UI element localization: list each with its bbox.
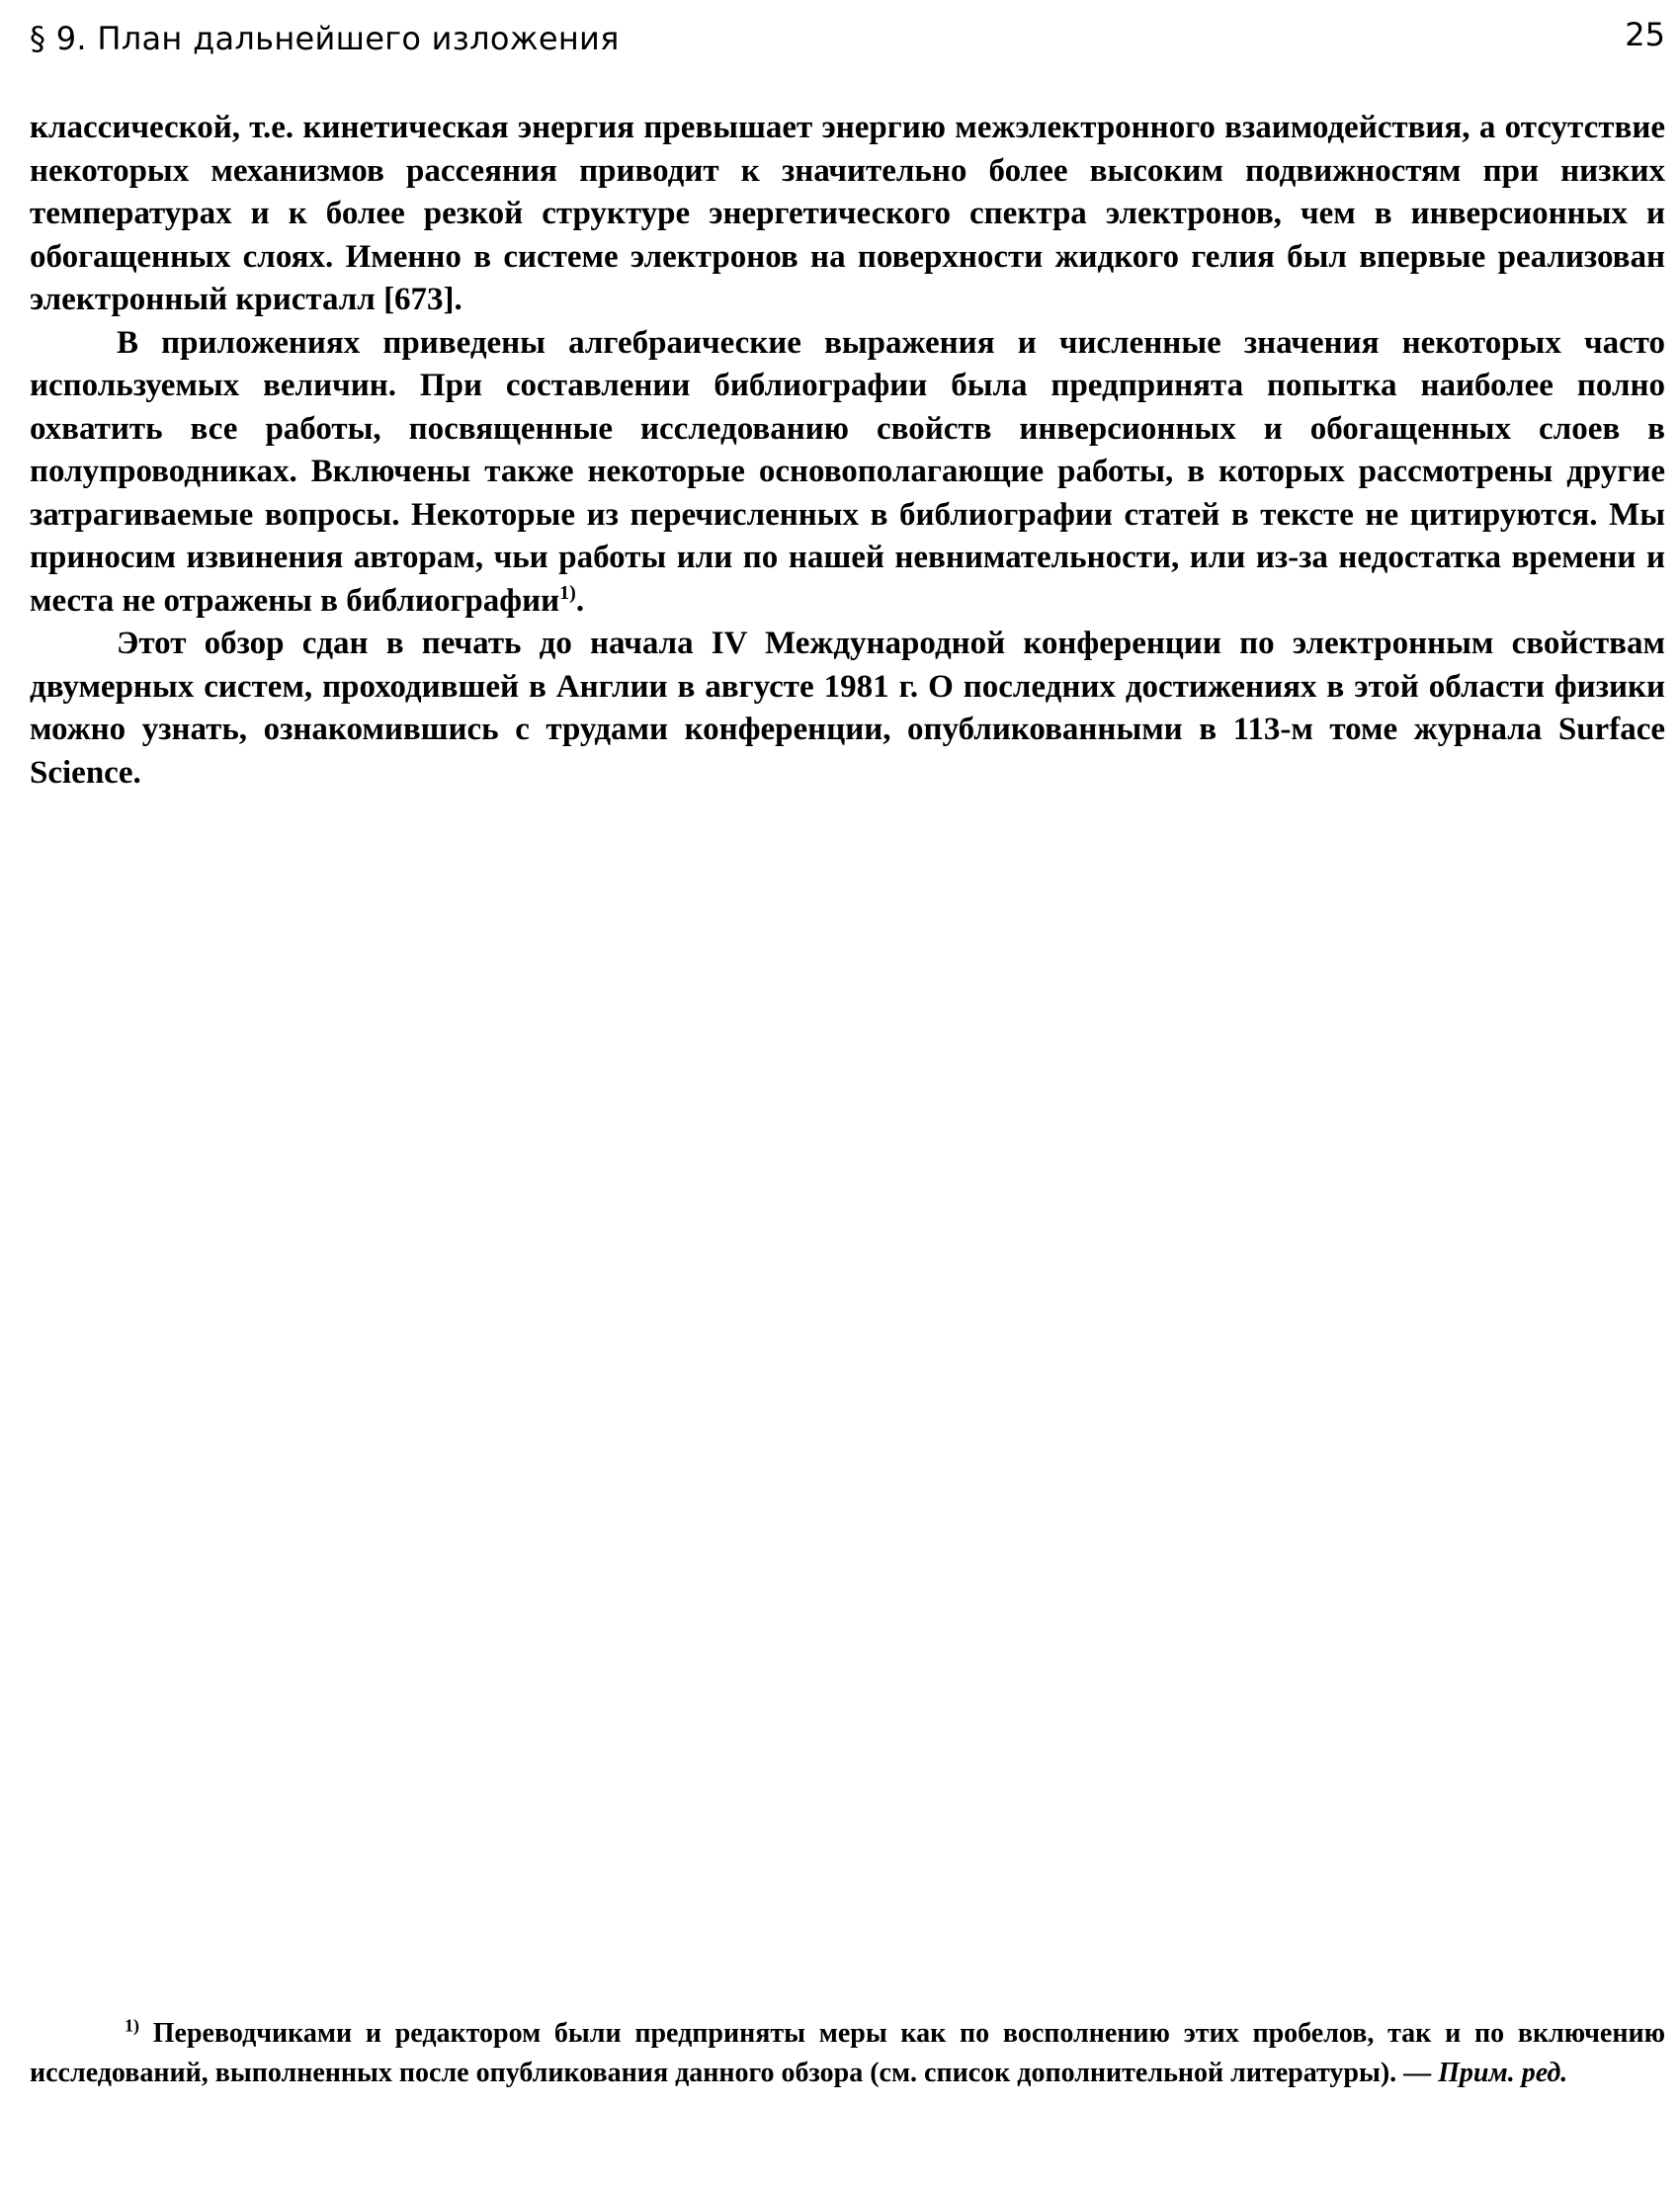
footnote-mark: 1)	[125, 2015, 139, 2036]
paragraph-2	[30, 322, 1665, 624]
body-text	[30, 107, 1665, 795]
paragraph-2-text: В приложениях приведены алгебраические выражения и численные значения некоторых часто используемых величин. При составлении библиографии была предпринята попытка наиболее полно охватить все работы, посвященные исследованию свойств инверсионных и обогащенных слоев в полупроводниках. Включены также некоторые основополагающие работы, в которых рассмотрены другие затрагиваемые вопросы. Некоторые из перечисленных в библиографии статей в тексте не цитируются. Мы приносим извинения авторам, чьи работы или по нашей невнимательности, или из-за недостатка времени и места не отражены в библиографии	[30, 324, 1665, 619]
running-head	[30, 16, 1665, 69]
footnote	[30, 2014, 1665, 2093]
paragraph-1-text: классической, т.е. кинетическая энергия превышает энергию межэлектронного взаимодействия, а отсутствие некоторых механизмов рассеяния приводит к значительно более высоким подвижностям при низких температурах и к более резкой структуре энергетического спектра электронов, чем в инверсионных и обогащенных слоях. Именно в системе электронов на поверхности жидкого гелия был впервые реализован электронный кристалл [673].	[30, 110, 1665, 317]
paragraph-3	[30, 623, 1665, 795]
paragraph-3-text: Этот обзор сдан в печать до начала IV Международной конференции по электронным свойствам двумерных систем, проходившей в Англии в августе 1981 г. О последних достижениях в этой области физики можно узнать, ознакомившись с трудами конференции, опубликованными в 113-м томе журнала Surface Science.	[30, 626, 1665, 791]
paragraph-2-tail: .	[575, 582, 585, 619]
paragraph-1	[30, 107, 1665, 322]
footnote-text: Переводчиками и редактором были предприняты меры как по восполнению этих пробелов, так и по включению исследований, выполненных после опубликования данного обзора (см. список дополнительной литературы). —	[30, 2018, 1665, 2088]
footnote-reference: 1)	[559, 581, 576, 604]
footnote-signature: Прим. ред.	[1438, 2058, 1568, 2088]
section-title: § 9. План дальнейшего изложения	[30, 20, 620, 57]
page-number: 25	[1625, 16, 1665, 53]
